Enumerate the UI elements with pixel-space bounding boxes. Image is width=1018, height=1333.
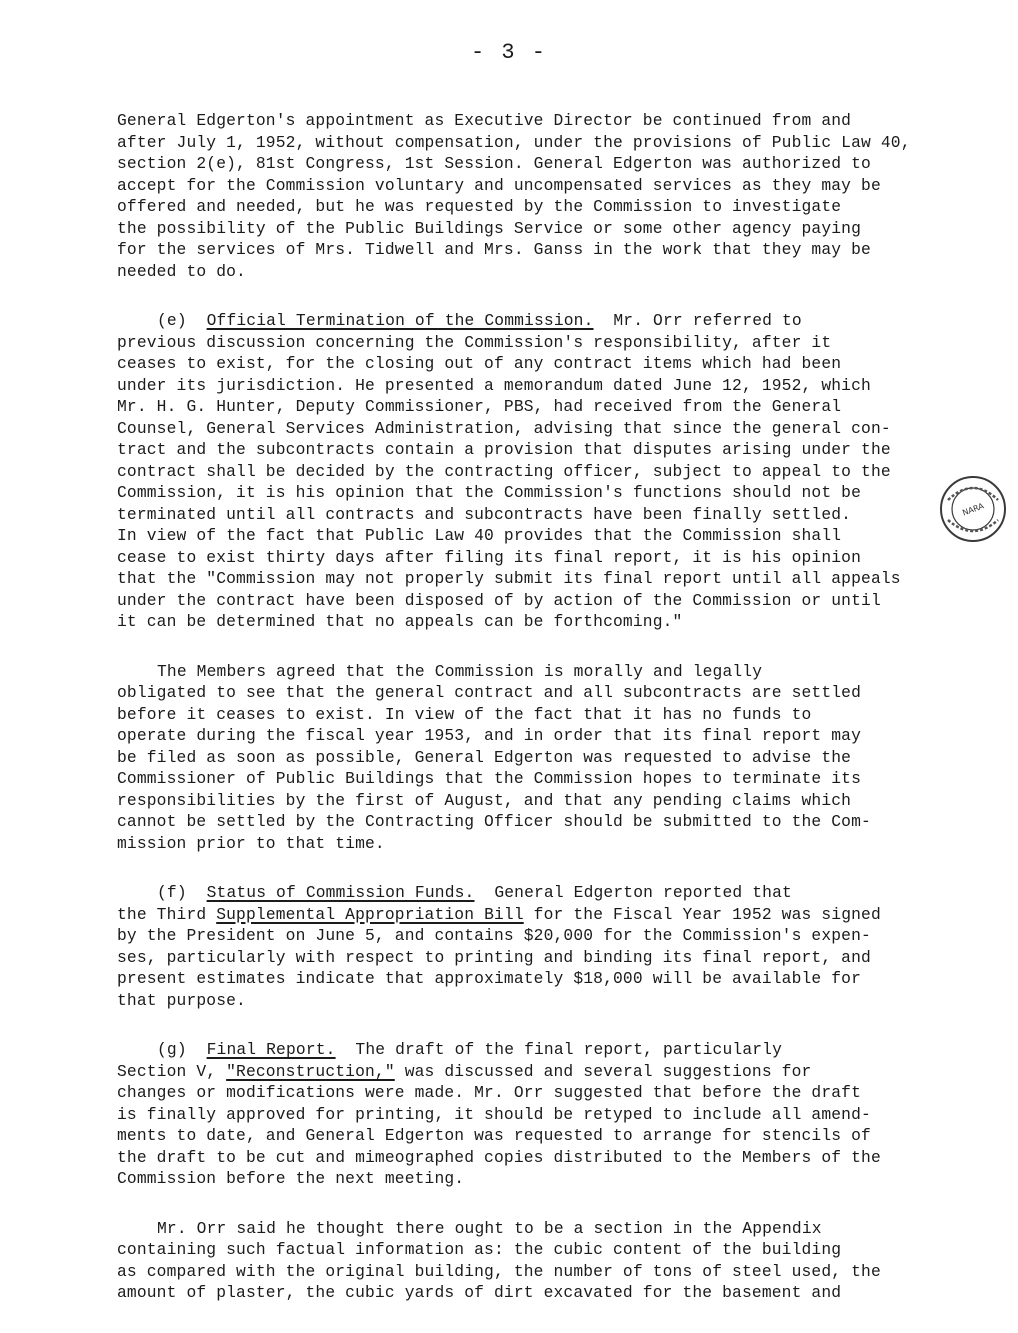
library-stamp-icon	[938, 474, 1008, 544]
text-line: that purpose.	[117, 990, 246, 1010]
text-line: General Edgerton's appointment as Executive Director be continued from and	[117, 111, 852, 130]
text-segment: Section V,	[117, 1061, 227, 1081]
text-line: ceases to exist, for the closing out of any contract items which had been	[117, 354, 842, 373]
section-lead-text: Mr. Orr referred to	[613, 311, 802, 330]
text-line: under its jurisdiction. He presented a memorandum dated June 12, 1952, which	[117, 375, 871, 395]
text-line: ses, particularly with respect to printing and binding its final report, and	[117, 947, 871, 967]
text-line: The Members agreed that the Commission is morally and legally	[157, 661, 763, 681]
section-heading: Status of Commission Funds.	[206, 883, 475, 902]
section-lead-line	[117, 310, 977, 332]
document-body	[117, 110, 977, 1332]
text-line: before it ceases to exist. In view of the fact that it has no funds to	[117, 704, 812, 724]
text-segment: was discussed and several suggestions for	[394, 1061, 812, 1081]
text-line: changes or modifications were made. Mr. Orr suggested that before the draft	[117, 1083, 862, 1102]
section-label: (e)	[157, 311, 187, 330]
text-line: section 2(e), 81st Congress, 1st Session. General Edgerton was authorized to	[117, 154, 871, 173]
text-line: previous discussion concerning the Commission's responsibility, after it	[117, 332, 832, 352]
section-heading: Final Report.	[206, 1040, 336, 1059]
text-line: is finally approved for printing, it should be retyped to include all amend-	[117, 1104, 871, 1124]
section-label: (g)	[157, 1040, 187, 1059]
text-line: as compared with the original building, the number of tons of steel used, the	[117, 1261, 881, 1281]
section-e-official-termination	[117, 310, 977, 633]
text-segment: the Third	[117, 904, 217, 924]
text-line: responsibilities by the first of August, and that any pending claims which	[117, 790, 852, 810]
text-line: obligated to see that the general contract and all subcontracts are settled	[117, 683, 862, 702]
text-line: Counsel, General Services Administration, advising that since the general con-	[117, 418, 891, 438]
section-lead-text: General Edgerton reported that	[494, 883, 792, 902]
text-line: Mr. H. G. Hunter, Deputy Commissioner, PBS, had received from the General	[117, 397, 842, 416]
text-line: offered and needed, but he was requested by the Commission to investigate	[117, 197, 842, 216]
text-line: present estimates indicate that approximately $18,000 will be available for	[117, 969, 862, 988]
section-heading: Official Termination of the Commission.	[206, 311, 594, 330]
text-line	[117, 904, 977, 926]
text-line: Mr. Orr said he thought there ought to be a section in the Appendix	[157, 1218, 822, 1238]
section-lead-line	[117, 1039, 977, 1061]
text-line: that the "Commission may not properly submit its final report until all appeals	[117, 569, 901, 588]
text-line: terminated until all contracts and subcontracts have been finally settled.	[117, 504, 852, 524]
section-lead-text: The draft of the final report, particularly	[355, 1040, 782, 1059]
section-lead-line	[117, 882, 977, 904]
paragraph-members-agreed	[117, 661, 977, 855]
section-g-final-report	[117, 1039, 977, 1190]
paragraph-appendix	[117, 1218, 977, 1304]
text-line: by the President on June 5, and contains $20,000 for the Commission's expen-	[117, 926, 871, 945]
text-line: cease to exist thirty days after filing its final report, it is his opinion	[117, 547, 862, 567]
section-f-commission-funds	[117, 882, 977, 1011]
text-line: Commissioner of Public Buildings that the Commission hopes to terminate its	[117, 769, 862, 788]
text-line: mission prior to that time.	[117, 833, 385, 853]
text-line: Commission, it is his opinion that the Commission's functions should not be	[117, 483, 862, 502]
text-line: the possibility of the Public Buildings Service or some other agency paying	[117, 218, 862, 238]
page-number: - 3 -	[470, 40, 547, 65]
underlined-bill-name: Supplemental Appropriation Bill	[216, 904, 524, 924]
text-line: under the contract have been disposed of by action of the Commission or until	[117, 590, 881, 610]
text-line	[117, 1061, 977, 1083]
text-line: containing such factual information as: the cubic content of the building	[117, 1240, 842, 1259]
text-line: needed to do.	[117, 261, 246, 281]
text-line: for the services of Mrs. Tidwell and Mrs. Ganss in the work that they may be	[117, 240, 871, 259]
text-line: Commission before the next meeting.	[117, 1169, 465, 1188]
text-line: after July 1, 1952, without compensation, under the provisions of Public Law 40,	[117, 132, 911, 152]
text-segment: for the Fiscal Year 1952 was signed	[523, 904, 881, 924]
section-label: (f)	[157, 883, 187, 902]
text-line: the draft to be cut and mimeographed copies distributed to the Members of the	[117, 1147, 881, 1167]
text-line: operate during the fiscal year 1953, and in order that its final report may	[117, 726, 862, 745]
svg-text:NARA: NARA	[961, 501, 986, 518]
underlined-section-title: "Reconstruction,"	[226, 1061, 395, 1081]
text-line: tract and the subcontracts contain a provision that disputes arising under the	[117, 440, 891, 459]
text-line: be filed as soon as possible, General Edgerton was requested to advise the	[117, 747, 852, 767]
text-line: cannot be settled by the Contracting Officer should be submitted to the Com-	[117, 812, 871, 831]
paragraph-appointment	[117, 110, 977, 282]
text-line: ments to date, and General Edgerton was requested to arrange for stencils of	[117, 1126, 871, 1145]
text-line: contract shall be decided by the contracting officer, subject to appeal to the	[117, 461, 891, 481]
text-line: amount of plaster, the cubic yards of dirt excavated for the basement and	[117, 1283, 842, 1302]
text-line: accept for the Commission voluntary and uncompensated services as they may be	[117, 175, 881, 195]
text-line: it can be determined that no appeals can be forthcoming."	[117, 612, 683, 631]
text-line: In view of the fact that Public Law 40 provides that the Commission shall	[117, 526, 842, 545]
